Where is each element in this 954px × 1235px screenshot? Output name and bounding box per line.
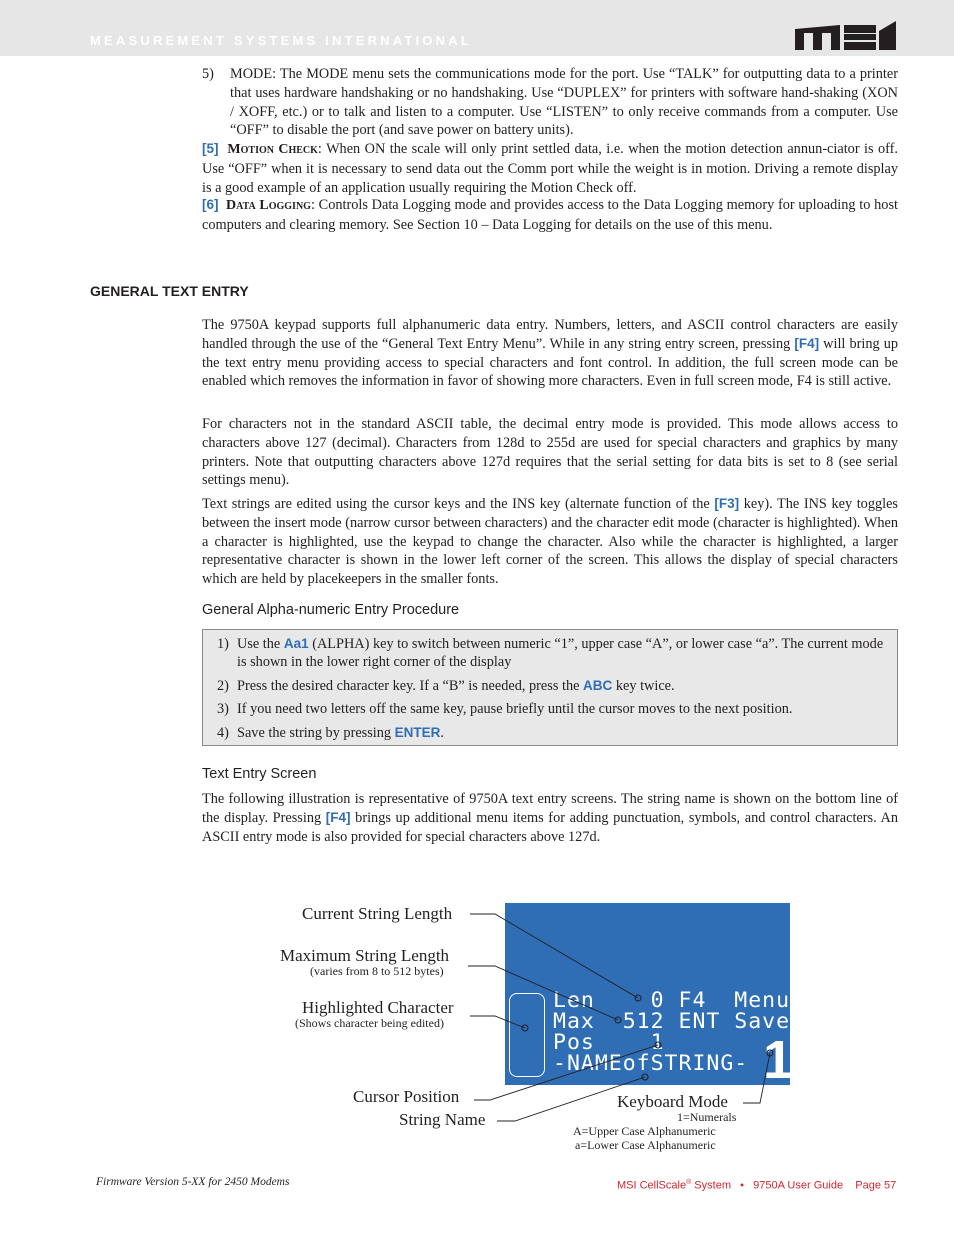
section-title: GENERAL TEXT ENTRY bbox=[90, 283, 249, 299]
callout-highlighted-character: Highlighted Character bbox=[302, 998, 454, 1017]
lcd-row-1: Len 0 F4 Menu bbox=[553, 988, 791, 1013]
lcd-row-4: -NAMEofSTRING- bbox=[553, 1051, 749, 1076]
abc-key: ABC bbox=[583, 678, 613, 693]
p1-text-a: The 9750A keypad supports full alphanumeric data entry. Numbers, letters, and ASCII control characters are easily handled through the use of the “General Text Entry Menu”. While in any string entry screen, pressing bbox=[202, 317, 898, 352]
logging-key: [6] bbox=[202, 197, 219, 212]
p3-text-b: key). The INS key toggles between the insert mode (narrow cursor between characters) and the character edit mode (character is highlighted). When a character is highlighted, use the keypad to change the character. Also while the character is highlighted, a larger representative character is shown in the lower left corner of the screen. This allows the display of special characters which are held by placekeepers in the smaller fonts. bbox=[202, 496, 898, 588]
te-text-a: The following illustration is representative of 9750A text entry screens. The string name is shown on the bottom line of the display. Pressing bbox=[202, 791, 898, 826]
step-text: If you need two letters off the same key, pause briefly until the cursor moves to the next position. bbox=[237, 701, 793, 717]
footer-page-info bbox=[617, 1179, 896, 1192]
footer-guide-page: System • 9750A User Guide Page 57 bbox=[691, 1179, 897, 1192]
logging-text: : Controls Data Logging mode and provides access to the Data Logging memory for uploading to host computers and clearing memory. See Section 10 – Data Logging for details on the use of this menu. bbox=[202, 197, 898, 233]
registered-mark: ® bbox=[686, 1179, 692, 1186]
mode-description: MODE: The MODE menu sets the communications mode for the port. Use “TALK” for outputting data to a printer that uses hardware handshaking or no handshaking. Use “DUPLEX” for printers with software hand-shaking (XON / XOFF, etc.) or to talk and listen to a computer. Use “LISTEN” to only receive commands from a computer. Use “OFF” to disable the port (and save power on battery units). bbox=[230, 66, 898, 139]
motion-title: Motion Check bbox=[227, 142, 318, 157]
callout-current-string-length: Current String Length bbox=[302, 904, 453, 923]
callout-cursor-position: Cursor Position bbox=[353, 1087, 460, 1106]
step-text: . bbox=[440, 725, 444, 741]
f3-key: [F3] bbox=[714, 496, 740, 511]
step-number: 1) bbox=[217, 636, 229, 652]
step-number: 3) bbox=[217, 701, 229, 717]
footer-firmware: Firmware Version 5-XX for 2450 Modems bbox=[96, 1176, 290, 1188]
lcd-row-3: Pos 1 bbox=[553, 1030, 665, 1055]
callout-max-length-note: (varies from 8 to 512 bytes) bbox=[310, 964, 444, 978]
step-text: Press the desired character key. If a “B” is needed, press the bbox=[237, 678, 584, 694]
callout-maximum-string-length: Maximum String Length bbox=[280, 946, 450, 965]
lcd-row-2: Max 512 ENT Save bbox=[553, 1009, 791, 1034]
callout-string-name: String Name bbox=[399, 1110, 486, 1129]
step-text: Save the string by pressing bbox=[237, 725, 395, 741]
f4-key: [F4] bbox=[794, 335, 820, 351]
item-number: 5) bbox=[202, 66, 214, 82]
text-entry-screen-title: Text Entry Screen bbox=[202, 766, 317, 782]
keyboard-mode-lower: a=Lower Case Alphanumeric bbox=[575, 1138, 716, 1152]
step-number: 2) bbox=[217, 678, 229, 694]
callout-keyboard-mode: Keyboard Mode bbox=[617, 1092, 728, 1111]
p1-text-b: will bring up the text entry menu providing access to special characters and font control. In addition, the full screen mode can be enabled which removes the information in favor of showing more characters. Even in full screen mode, F4 is still active. bbox=[202, 335, 898, 390]
motion-key: [5] bbox=[202, 141, 219, 156]
callout-highlighted-note: (Shows character being edited) bbox=[295, 1016, 444, 1030]
motion-text: : When ON the scale will only print settled data, i.e. when the motion detection annun-ciator is off. Use “OFF” when it is necessary to send data out the Comm port while the weight is in motion. Driving a remote display is a good example of an application usually requiring the Motion Check off. bbox=[202, 141, 898, 196]
keyboard-mode-upper: A=Upper Case Alphanumeric bbox=[573, 1124, 716, 1138]
p3-text-a: Text strings are edited using the cursor keys and the INS key (alternate function of the bbox=[202, 496, 715, 512]
f4-key: [F4] bbox=[325, 809, 351, 825]
step-text: (ALPHA) key to switch between numeric “1”, upper case “A”, or lower case “a”. The current mode is shown in the lower right corner of the display bbox=[237, 636, 884, 670]
step-text: Use the bbox=[237, 636, 284, 652]
footer-product: MSI CellScale bbox=[617, 1179, 687, 1192]
te-text-b: brings up additional menu items for adding punctuation, symbols, and control characters. An ASCII entry mode is also provided for special characters above 127d. bbox=[202, 809, 898, 845]
procedure-title: General Alpha-numeric Entry Procedure bbox=[202, 602, 460, 618]
text-entry-paragraph-2: For characters not in the standard ASCII table, the decimal entry mode is provided. This mode allows access to characters above 127 (decimal). Characters from 128d to 255d are used for special characters and graphics by many printers. Note that outputting characters above 127d requires that the serial setting for data bits is set to 8 (see serial settings menu). bbox=[202, 416, 898, 489]
keyboard-mode-indicator: 1 bbox=[763, 1030, 794, 1090]
keyboard-mode-numerals: 1=Numerals bbox=[677, 1110, 737, 1124]
step-number: 4) bbox=[217, 725, 229, 741]
brand-name: MEASUREMENT SYSTEMS INTERNATIONAL bbox=[90, 33, 472, 48]
logging-title: Data Logging bbox=[225, 198, 311, 213]
alpha-key: Aa1 bbox=[283, 636, 309, 651]
step-text: key twice. bbox=[612, 678, 675, 694]
enter-key: ENTER bbox=[394, 725, 441, 740]
